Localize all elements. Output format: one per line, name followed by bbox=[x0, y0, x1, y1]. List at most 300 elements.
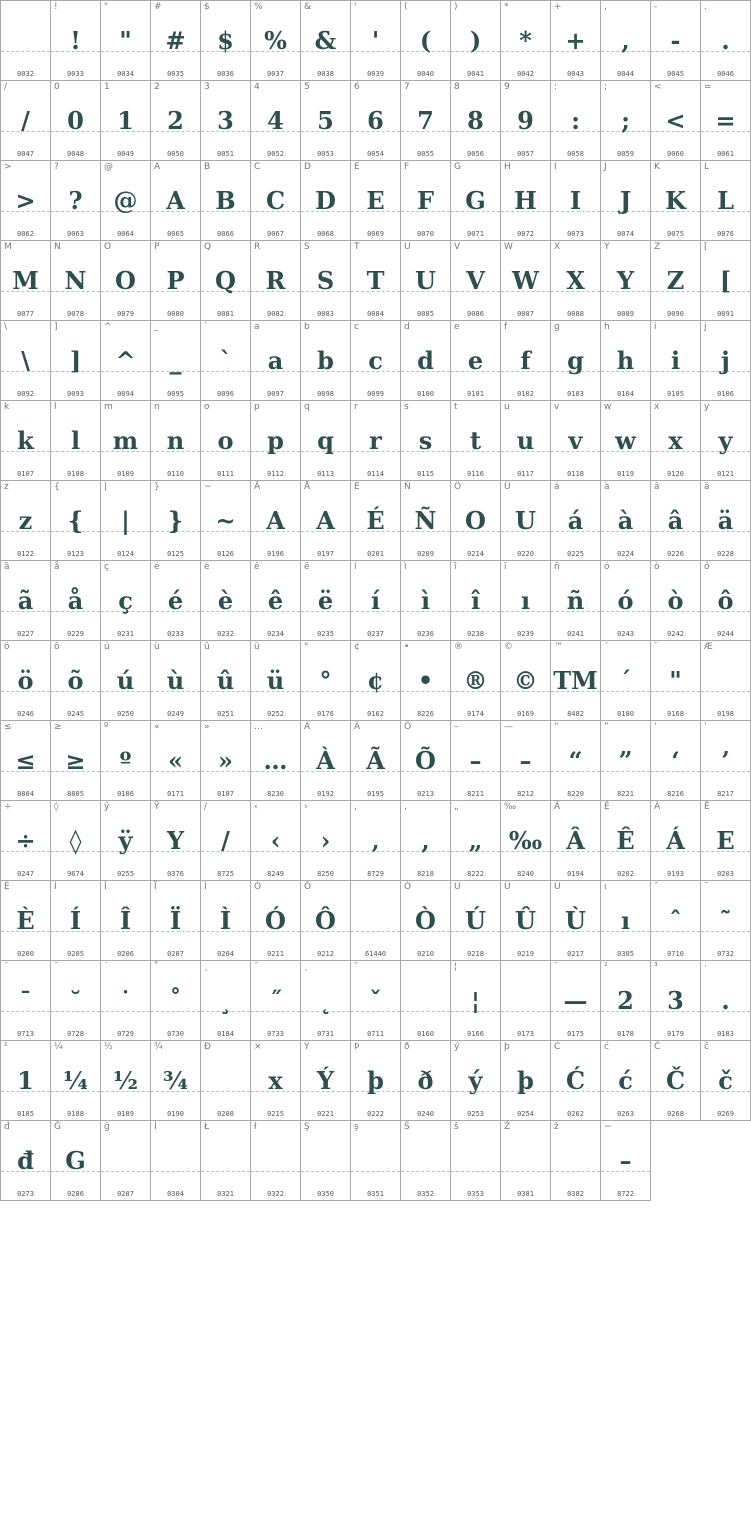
character-code: 8217 bbox=[717, 790, 734, 798]
character-label: Î bbox=[104, 882, 107, 892]
character-label: > bbox=[4, 162, 12, 172]
glyph-cell bbox=[201, 241, 251, 321]
glyph-cell bbox=[501, 1, 551, 81]
character-code: 0121 bbox=[717, 470, 734, 478]
glyph-sample: W bbox=[512, 266, 539, 295]
character-label: ö bbox=[4, 642, 10, 652]
glyph-sample: 2 bbox=[617, 986, 634, 1015]
glyph-sample: Ì bbox=[219, 906, 232, 935]
glyph-cell bbox=[201, 721, 251, 801]
glyph-sample: á bbox=[567, 506, 584, 535]
glyph-cell bbox=[601, 161, 651, 241]
glyph-sample: 6 bbox=[367, 106, 384, 135]
glyph-sample: V bbox=[466, 266, 485, 295]
glyph-cell bbox=[601, 1, 651, 81]
glyph-cell bbox=[401, 721, 451, 801]
character-label: Ü bbox=[504, 482, 511, 492]
character-label: ¯ bbox=[554, 962, 559, 972]
character-code: 0729 bbox=[117, 1030, 134, 1038]
character-label: ã bbox=[4, 562, 10, 572]
glyph-sample: Ó bbox=[265, 906, 286, 935]
glyph-sample: ¸ bbox=[219, 986, 232, 1015]
character-code: 0077 bbox=[17, 310, 34, 318]
character-code: 0061 bbox=[717, 150, 734, 158]
character-code: 8218 bbox=[417, 870, 434, 878]
character-code: 0041 bbox=[467, 70, 484, 78]
character-code: 0237 bbox=[367, 630, 384, 638]
character-code: 0038 bbox=[317, 70, 334, 78]
glyph-sample: – bbox=[469, 746, 482, 775]
character-code: 0062 bbox=[17, 230, 34, 238]
glyph-sample: © bbox=[513, 666, 538, 695]
character-label: [ bbox=[704, 242, 708, 252]
glyph-cell bbox=[551, 481, 601, 561]
glyph-sample: . bbox=[721, 26, 730, 55]
character-label: à bbox=[604, 482, 610, 492]
character-code: 0044 bbox=[617, 70, 634, 78]
glyph-cell bbox=[351, 241, 401, 321]
glyph-sample bbox=[401, 983, 450, 1023]
character-label: ¹ bbox=[4, 1042, 8, 1052]
glyph-sample: û bbox=[216, 666, 235, 695]
glyph-cell bbox=[101, 321, 151, 401]
character-code: 0210 bbox=[417, 950, 434, 958]
character-code: 8729 bbox=[367, 870, 384, 878]
glyph-cell bbox=[301, 561, 351, 641]
character-label: Ž bbox=[504, 1122, 511, 1132]
character-label: ² bbox=[604, 962, 608, 972]
glyph-sample: ê bbox=[267, 586, 284, 615]
glyph-sample: Y bbox=[166, 826, 185, 855]
glyph-cell bbox=[501, 561, 551, 641]
character-label: u bbox=[504, 402, 510, 412]
glyph-cell bbox=[1, 321, 51, 401]
character-label: o bbox=[204, 402, 210, 412]
character-code: 0220 bbox=[517, 550, 534, 558]
glyph-cell bbox=[501, 81, 551, 161]
glyph-sample: ‰ bbox=[508, 826, 543, 855]
character-code: 0200 bbox=[17, 950, 34, 958]
character-code: 0352 bbox=[417, 1190, 434, 1198]
glyph-sample: › bbox=[320, 826, 331, 855]
character-label: Ć bbox=[554, 1042, 561, 1052]
character-code: 0730 bbox=[167, 1030, 184, 1038]
character-label: 0 bbox=[54, 82, 60, 92]
glyph-cell bbox=[251, 161, 301, 241]
glyph-sample: G bbox=[465, 186, 486, 215]
character-label: ’ bbox=[704, 722, 707, 732]
glyph-cell bbox=[101, 1121, 151, 1201]
glyph-sample: č bbox=[718, 1066, 733, 1095]
glyph-sample: S bbox=[316, 266, 335, 295]
character-code: 0078 bbox=[67, 310, 84, 318]
glyph-cell bbox=[701, 641, 751, 721]
character-label: ı bbox=[604, 882, 607, 892]
character-label: º bbox=[104, 722, 109, 732]
glyph-cell bbox=[401, 561, 451, 641]
character-label: þ bbox=[504, 1042, 510, 1052]
glyph-cell bbox=[551, 961, 601, 1041]
glyph-sample: ' bbox=[371, 26, 380, 55]
glyph-sample: Ù bbox=[565, 906, 586, 935]
character-label: ì bbox=[404, 562, 407, 572]
glyph-sample: # bbox=[165, 26, 186, 55]
character-label: Z bbox=[654, 242, 661, 252]
character-code: 0262 bbox=[567, 1110, 584, 1118]
glyph-sample bbox=[151, 1143, 200, 1183]
glyph-cell bbox=[601, 321, 651, 401]
glyph-sample bbox=[701, 663, 750, 703]
glyph-sample: ô bbox=[717, 586, 734, 615]
glyph-sample: f bbox=[520, 346, 531, 375]
glyph-cell bbox=[501, 961, 551, 1041]
character-code: 0114 bbox=[367, 470, 384, 478]
glyph-sample: TM bbox=[553, 666, 598, 695]
glyph-cell bbox=[501, 721, 551, 801]
character-code: 0235 bbox=[317, 630, 334, 638]
glyph-sample: ˇ bbox=[369, 986, 382, 1015]
glyph-sample: J bbox=[619, 186, 632, 215]
character-label: « bbox=[154, 722, 160, 732]
glyph-sample: P bbox=[166, 266, 185, 295]
glyph-cell bbox=[351, 641, 401, 721]
character-label: \ bbox=[4, 322, 8, 332]
glyph-cell bbox=[51, 1041, 101, 1121]
character-label: Ú bbox=[454, 882, 461, 892]
character-code: 0269 bbox=[717, 1110, 734, 1118]
glyph-cell bbox=[451, 961, 501, 1041]
glyph-sample: h bbox=[616, 346, 635, 375]
glyph-cell bbox=[201, 961, 251, 1041]
glyph-cell bbox=[601, 801, 651, 881]
character-code: 0084 bbox=[367, 310, 384, 318]
character-code: 0087 bbox=[517, 310, 534, 318]
glyph-sample: 8 bbox=[467, 106, 484, 135]
glyph-cell bbox=[451, 1, 501, 81]
character-label: × bbox=[254, 1042, 262, 1052]
glyph-sample: 9 bbox=[517, 106, 534, 135]
character-label: ^ bbox=[104, 322, 112, 332]
glyph-cell bbox=[251, 881, 301, 961]
glyph-cell bbox=[551, 321, 601, 401]
glyph-sample: A bbox=[166, 186, 185, 215]
character-code: 0381 bbox=[517, 1190, 534, 1198]
character-code: 0106 bbox=[717, 390, 734, 398]
glyph-sample: ö bbox=[17, 666, 34, 695]
glyph-sample: è bbox=[217, 586, 234, 615]
glyph-sample: “ bbox=[568, 746, 583, 775]
character-label: g bbox=[554, 322, 560, 332]
character-label: Ö bbox=[454, 482, 462, 492]
glyph-cell bbox=[201, 401, 251, 481]
glyph-sample: ÷ bbox=[15, 826, 36, 855]
glyph-cell bbox=[651, 81, 701, 161]
glyph-cell bbox=[651, 561, 701, 641]
character-code: 0243 bbox=[617, 630, 634, 638]
glyph-sample bbox=[501, 1143, 550, 1183]
character-label: 4 bbox=[254, 82, 260, 92]
glyph-sample: m bbox=[112, 426, 139, 455]
character-label: ; bbox=[604, 82, 608, 92]
glyph-sample: Ć bbox=[565, 1066, 586, 1095]
glyph-cell bbox=[451, 401, 501, 481]
character-code: 0120 bbox=[667, 470, 684, 478]
character-label: Þ bbox=[354, 1042, 360, 1052]
character-code: 0202 bbox=[617, 870, 634, 878]
character-label: P bbox=[154, 242, 160, 252]
character-code: 0076 bbox=[717, 230, 734, 238]
character-label: č bbox=[704, 1042, 709, 1052]
character-code: 0350 bbox=[317, 1190, 334, 1198]
character-label: ≥ bbox=[54, 722, 62, 732]
glyph-sample: • bbox=[417, 666, 434, 695]
glyph-cell bbox=[151, 321, 201, 401]
character-code: 0082 bbox=[267, 310, 284, 318]
glyph-sample: ć bbox=[618, 1066, 633, 1095]
glyph-cell bbox=[1, 161, 51, 241]
glyph-sample: ’ bbox=[721, 746, 730, 775]
character-label: Ł bbox=[204, 1122, 210, 1132]
character-code: 0204 bbox=[217, 950, 234, 958]
character-code: 0273 bbox=[17, 1190, 34, 1198]
glyph-sample: , bbox=[621, 26, 630, 55]
character-code: 0091 bbox=[717, 310, 734, 318]
character-label: - bbox=[654, 2, 658, 12]
character-code: 0101 bbox=[467, 390, 484, 398]
character-label: ˝ bbox=[254, 962, 259, 972]
glyph-sample: x bbox=[268, 1066, 283, 1095]
character-label: T bbox=[354, 242, 360, 252]
glyph-cell bbox=[551, 801, 601, 881]
glyph-sample: Î bbox=[119, 906, 132, 935]
character-code: 8722 bbox=[617, 1190, 634, 1198]
character-code: 0055 bbox=[417, 150, 434, 158]
glyph-sample: " bbox=[669, 666, 682, 695]
character-label: ? bbox=[54, 162, 59, 172]
character-code: 0040 bbox=[417, 70, 434, 78]
character-code: 0173 bbox=[517, 1030, 534, 1038]
character-code: 0198 bbox=[717, 710, 734, 718]
character-label: Í bbox=[54, 882, 57, 892]
glyph-cell bbox=[651, 1041, 701, 1121]
glyph-cell bbox=[651, 481, 701, 561]
character-label: ÿ bbox=[104, 802, 110, 812]
glyph-cell bbox=[51, 881, 101, 961]
glyph-sample: ü bbox=[266, 666, 285, 695]
glyph-sample: N bbox=[64, 266, 87, 295]
glyph-cell bbox=[451, 81, 501, 161]
character-label: I bbox=[554, 162, 557, 172]
glyph-sample: 3 bbox=[217, 106, 234, 135]
character-label: ë bbox=[304, 562, 310, 572]
character-label: d bbox=[404, 322, 410, 332]
glyph-cell bbox=[301, 1, 351, 81]
glyph-sample: Õ bbox=[415, 746, 436, 775]
character-label: V bbox=[454, 242, 461, 252]
glyph-sample: … bbox=[263, 746, 288, 775]
glyph-sample: à bbox=[617, 506, 634, 535]
character-label: , bbox=[604, 2, 607, 12]
character-label: Û bbox=[504, 882, 511, 892]
character-label: Ò bbox=[404, 882, 412, 892]
character-label: ‚ bbox=[354, 802, 357, 812]
glyph-cell bbox=[401, 1121, 451, 1201]
character-label: ˆ bbox=[654, 882, 659, 892]
character-label: z bbox=[4, 482, 9, 492]
character-label: î bbox=[454, 562, 457, 572]
character-code: 0065 bbox=[167, 230, 184, 238]
glyph-sample: Ò bbox=[415, 906, 436, 935]
character-label: : bbox=[554, 82, 558, 92]
glyph-sample: ◊ bbox=[69, 826, 82, 855]
glyph-cell bbox=[151, 1121, 201, 1201]
character-code: 0043 bbox=[567, 70, 584, 78]
glyph-cell bbox=[101, 561, 151, 641]
character-code: 0287 bbox=[117, 1190, 134, 1198]
glyph-sample: Í bbox=[69, 906, 82, 935]
character-code: 0213 bbox=[417, 790, 434, 798]
character-code: 0126 bbox=[217, 550, 234, 558]
character-code: 0081 bbox=[217, 310, 234, 318]
character-code: 0105 bbox=[667, 390, 684, 398]
glyph-cell bbox=[201, 481, 251, 561]
character-code: 0187 bbox=[217, 790, 234, 798]
glyph-sample: % bbox=[264, 26, 287, 55]
character-code: 0252 bbox=[267, 710, 284, 718]
character-label: Y bbox=[604, 242, 610, 252]
character-label: ‰ bbox=[504, 802, 517, 812]
character-code: 0250 bbox=[117, 710, 134, 718]
character-code: 0218 bbox=[467, 950, 484, 958]
character-label: C bbox=[254, 162, 261, 172]
character-label: è bbox=[204, 562, 210, 572]
character-code: 0063 bbox=[67, 230, 84, 238]
glyph-cell bbox=[301, 1041, 351, 1121]
character-code: 0108 bbox=[67, 470, 84, 478]
glyph-cell bbox=[201, 321, 251, 401]
glyph-sample: R bbox=[265, 266, 286, 295]
character-label: { bbox=[54, 482, 60, 492]
glyph-cell bbox=[101, 1, 151, 81]
glyph-cell bbox=[401, 881, 451, 961]
character-label: Ï bbox=[154, 882, 157, 892]
glyph-sample: L bbox=[717, 186, 734, 215]
glyph-sample: \ bbox=[21, 346, 30, 375]
glyph-sample: U bbox=[515, 506, 536, 535]
glyph-sample: O bbox=[115, 266, 136, 295]
character-code: 0059 bbox=[617, 150, 634, 158]
character-label: Ÿ bbox=[154, 802, 160, 812]
glyph-cell bbox=[551, 1, 601, 81]
character-code: 0353 bbox=[467, 1190, 484, 1198]
glyph-cell bbox=[601, 241, 651, 321]
character-code: 0099 bbox=[367, 390, 384, 398]
glyph-sample: É bbox=[366, 506, 385, 535]
character-code: 0096 bbox=[217, 390, 234, 398]
character-code: 0117 bbox=[517, 470, 534, 478]
character-code: 0268 bbox=[667, 1110, 684, 1118]
character-label: j bbox=[704, 322, 707, 332]
character-code: 0247 bbox=[17, 870, 34, 878]
character-code: 0051 bbox=[217, 150, 234, 158]
character-label: ž bbox=[554, 1122, 559, 1132]
glyph-sample: $ bbox=[217, 26, 234, 55]
glyph-cell bbox=[51, 401, 101, 481]
character-label: 1 bbox=[104, 82, 110, 92]
glyph-sample: ð bbox=[417, 1066, 434, 1095]
glyph-cell bbox=[251, 321, 301, 401]
glyph-sample: & bbox=[314, 26, 337, 55]
glyph-cell bbox=[401, 161, 451, 241]
character-label: H bbox=[504, 162, 511, 172]
glyph-cell bbox=[201, 1121, 251, 1201]
character-label: Ñ bbox=[404, 482, 411, 492]
character-label: p bbox=[254, 402, 260, 412]
character-label: k bbox=[4, 402, 10, 412]
character-code: 0305 bbox=[617, 950, 634, 958]
glyph-sample: p bbox=[267, 426, 284, 455]
character-label: ˜ bbox=[704, 882, 709, 892]
glyph-cell bbox=[51, 1, 101, 81]
character-label: ê bbox=[254, 562, 260, 572]
character-label: ć bbox=[604, 1042, 609, 1052]
glyph-cell bbox=[1, 1121, 51, 1201]
character-code: 0211 bbox=[267, 950, 284, 958]
character-code: 0234 bbox=[267, 630, 284, 638]
character-code: 0231 bbox=[117, 630, 134, 638]
character-code: 0224 bbox=[617, 550, 634, 558]
character-code: 0322 bbox=[267, 1190, 284, 1198]
character-code: 0179 bbox=[667, 1030, 684, 1038]
glyph-sample: À bbox=[316, 746, 335, 775]
glyph-cell bbox=[251, 81, 301, 161]
glyph-sample: F bbox=[416, 186, 435, 215]
glyph-sample: v bbox=[568, 426, 583, 455]
glyph-sample: ¯ bbox=[19, 986, 32, 1015]
character-code: 0245 bbox=[67, 710, 84, 718]
glyph-cell bbox=[51, 481, 101, 561]
glyph-cell bbox=[1, 1041, 51, 1121]
character-code: 0219 bbox=[517, 950, 534, 958]
character-code: 0227 bbox=[17, 630, 34, 638]
character-code: 0039 bbox=[367, 70, 384, 78]
character-label: R bbox=[254, 242, 261, 252]
glyph-cell bbox=[51, 81, 101, 161]
glyph-cell bbox=[351, 881, 401, 961]
character-code: 0221 bbox=[317, 1110, 334, 1118]
glyph-sample: g bbox=[567, 346, 584, 375]
glyph-cell bbox=[201, 881, 251, 961]
character-label: h bbox=[604, 322, 610, 332]
glyph-cell bbox=[201, 161, 251, 241]
character-code: 0037 bbox=[267, 70, 284, 78]
glyph-cell bbox=[151, 241, 201, 321]
glyph-sample: M bbox=[12, 266, 39, 295]
character-code: 0246 bbox=[17, 710, 34, 718]
glyph-sample: , bbox=[421, 826, 430, 855]
character-label: Ş bbox=[304, 1122, 310, 1132]
character-code: 0053 bbox=[317, 150, 334, 158]
glyph-cell bbox=[51, 161, 101, 241]
glyph-sample: 0 bbox=[67, 106, 84, 135]
glyph-cell bbox=[551, 1121, 601, 1201]
character-code: 0036 bbox=[217, 70, 234, 78]
character-label: q bbox=[304, 402, 310, 412]
character-code: 0196 bbox=[267, 550, 284, 558]
glyph-sample: » bbox=[218, 746, 233, 775]
character-label: Ù bbox=[554, 882, 561, 892]
glyph-cell bbox=[501, 401, 551, 481]
